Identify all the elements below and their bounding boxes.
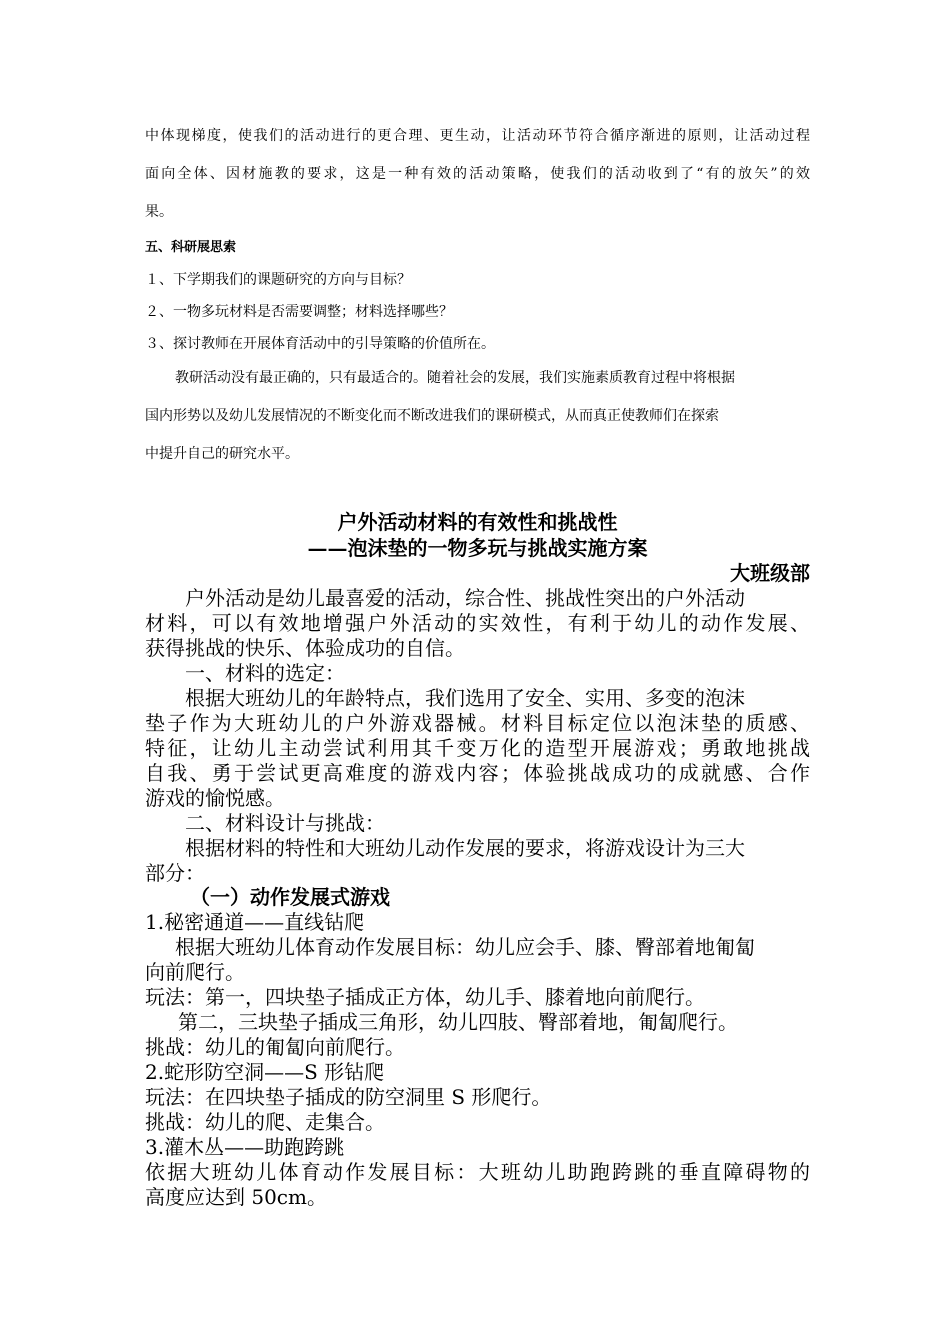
intro-line-2: 材料，可以有效地增强户外活动的实效性，有利于幼儿的动作发展、: [145, 611, 810, 635]
research-item-1: １、下学期我们的课题研究的方向与目标？: [145, 272, 411, 288]
section1-line-5: 游戏的愉悦感。: [145, 786, 285, 810]
sub-heading: （一）动作发展式游戏: [190, 885, 390, 909]
section1-line-3: 特征，让幼儿主动尝试利用其千变万化的造型开展游戏；勇敢地挑战: [145, 736, 810, 760]
intro-line-3: 获得挑战的快乐、体验成功的自信。: [145, 636, 465, 660]
prev-paragraph-line-1: 中体现梯度，使我们的活动进行的更合理、更生动，让活动环节符合循序渐进的原则，让活动过程: [145, 128, 810, 144]
game1-goal-line-2: 向前爬行。: [145, 960, 245, 984]
game2-title: 2.蛇形防空洞——S 形钻爬: [145, 1060, 385, 1084]
prev-paragraph-line-2: 面向全体、因材施教的要求，这是一种有效的活动策略，使我们的活动收到了“有的放矢”的效: [145, 166, 810, 182]
section2-line-2: 部分：: [145, 861, 205, 885]
section1-heading: 一、材料的选定：: [185, 661, 345, 685]
game1-title: 1.秘密通道——直线钻爬: [145, 910, 365, 934]
section2-line-1: 根据材料的特性和大班幼儿动作发展的要求，将游戏设计为三大: [185, 836, 745, 860]
article-subtitle: ——泡沫垫的一物多玩与挑战实施方案: [307, 536, 648, 560]
section1-line-1: 根据大班幼儿的年龄特点，我们选用了安全、实用、多变的泡沫: [185, 686, 745, 710]
research-item-2: ２、一物多玩材料是否需要调整；材料选择哪些？: [145, 304, 453, 320]
intro-line-1: 户外活动是幼儿最喜爱的活动，综合性、挑战性突出的户外活动: [185, 586, 745, 610]
game3-title: 3.灌木丛——助跑跨跳: [145, 1135, 345, 1159]
section1-line-2: 垫子作为大班幼儿的户外游戏器械。材料目标定位以泡沫垫的质感、: [145, 711, 810, 735]
section1-line-4: 自我、勇于尝试更高难度的游戏内容；体验挑战成功的成就感、合作: [145, 761, 810, 785]
game2-challenge: 挑战：幼儿的爬、走集合。: [145, 1110, 385, 1134]
game1-play-2: 第二，三块垫子插成三角形，幼儿四肢、臀部着地，匍匐爬行。: [178, 1010, 738, 1034]
game3-goal-line-1: 依据大班幼儿体育动作发展目标：大班幼儿助跑跨跳的垂直障碍物的: [145, 1160, 810, 1184]
article-title: 户外活动材料的有效性和挑战性: [337, 510, 618, 534]
article-author: 大班级部: [730, 561, 810, 585]
prev-paragraph-line-3: 果。: [145, 204, 173, 220]
closing-line-3: 中提升自己的研究水平。: [145, 446, 299, 462]
game1-play-1: 玩法：第一，四块垫子插成正方体，幼儿手、膝着地向前爬行。: [145, 985, 705, 1009]
game3-goal-line-2: 高度应达到 50cm。: [145, 1185, 327, 1209]
research-item-3: ３、探讨教师在开展体育活动中的引导策略的价值所在。: [145, 336, 495, 352]
section2-heading: 二、材料设计与挑战：: [185, 811, 385, 835]
closing-line-1: 教研活动没有最正确的，只有最适合的。随着社会的发展，我们实施素质教育过程中将根据: [175, 370, 735, 386]
game1-goal-line-1: 根据大班幼儿体育动作发展目标：幼儿应会手、膝、臀部着地匍匐: [175, 935, 755, 959]
closing-line-2: 国内形势以及幼儿发展情况的不断变化而不断改进我们的课研模式，从而真正使教师们在探索: [145, 408, 719, 424]
game2-play: 玩法：在四块垫子插成的防空洞里 S 形爬行。: [145, 1085, 552, 1109]
research-heading: 五、科研展思索: [145, 240, 237, 255]
game1-challenge: 挑战：幼儿的匍匐向前爬行。: [145, 1035, 405, 1059]
